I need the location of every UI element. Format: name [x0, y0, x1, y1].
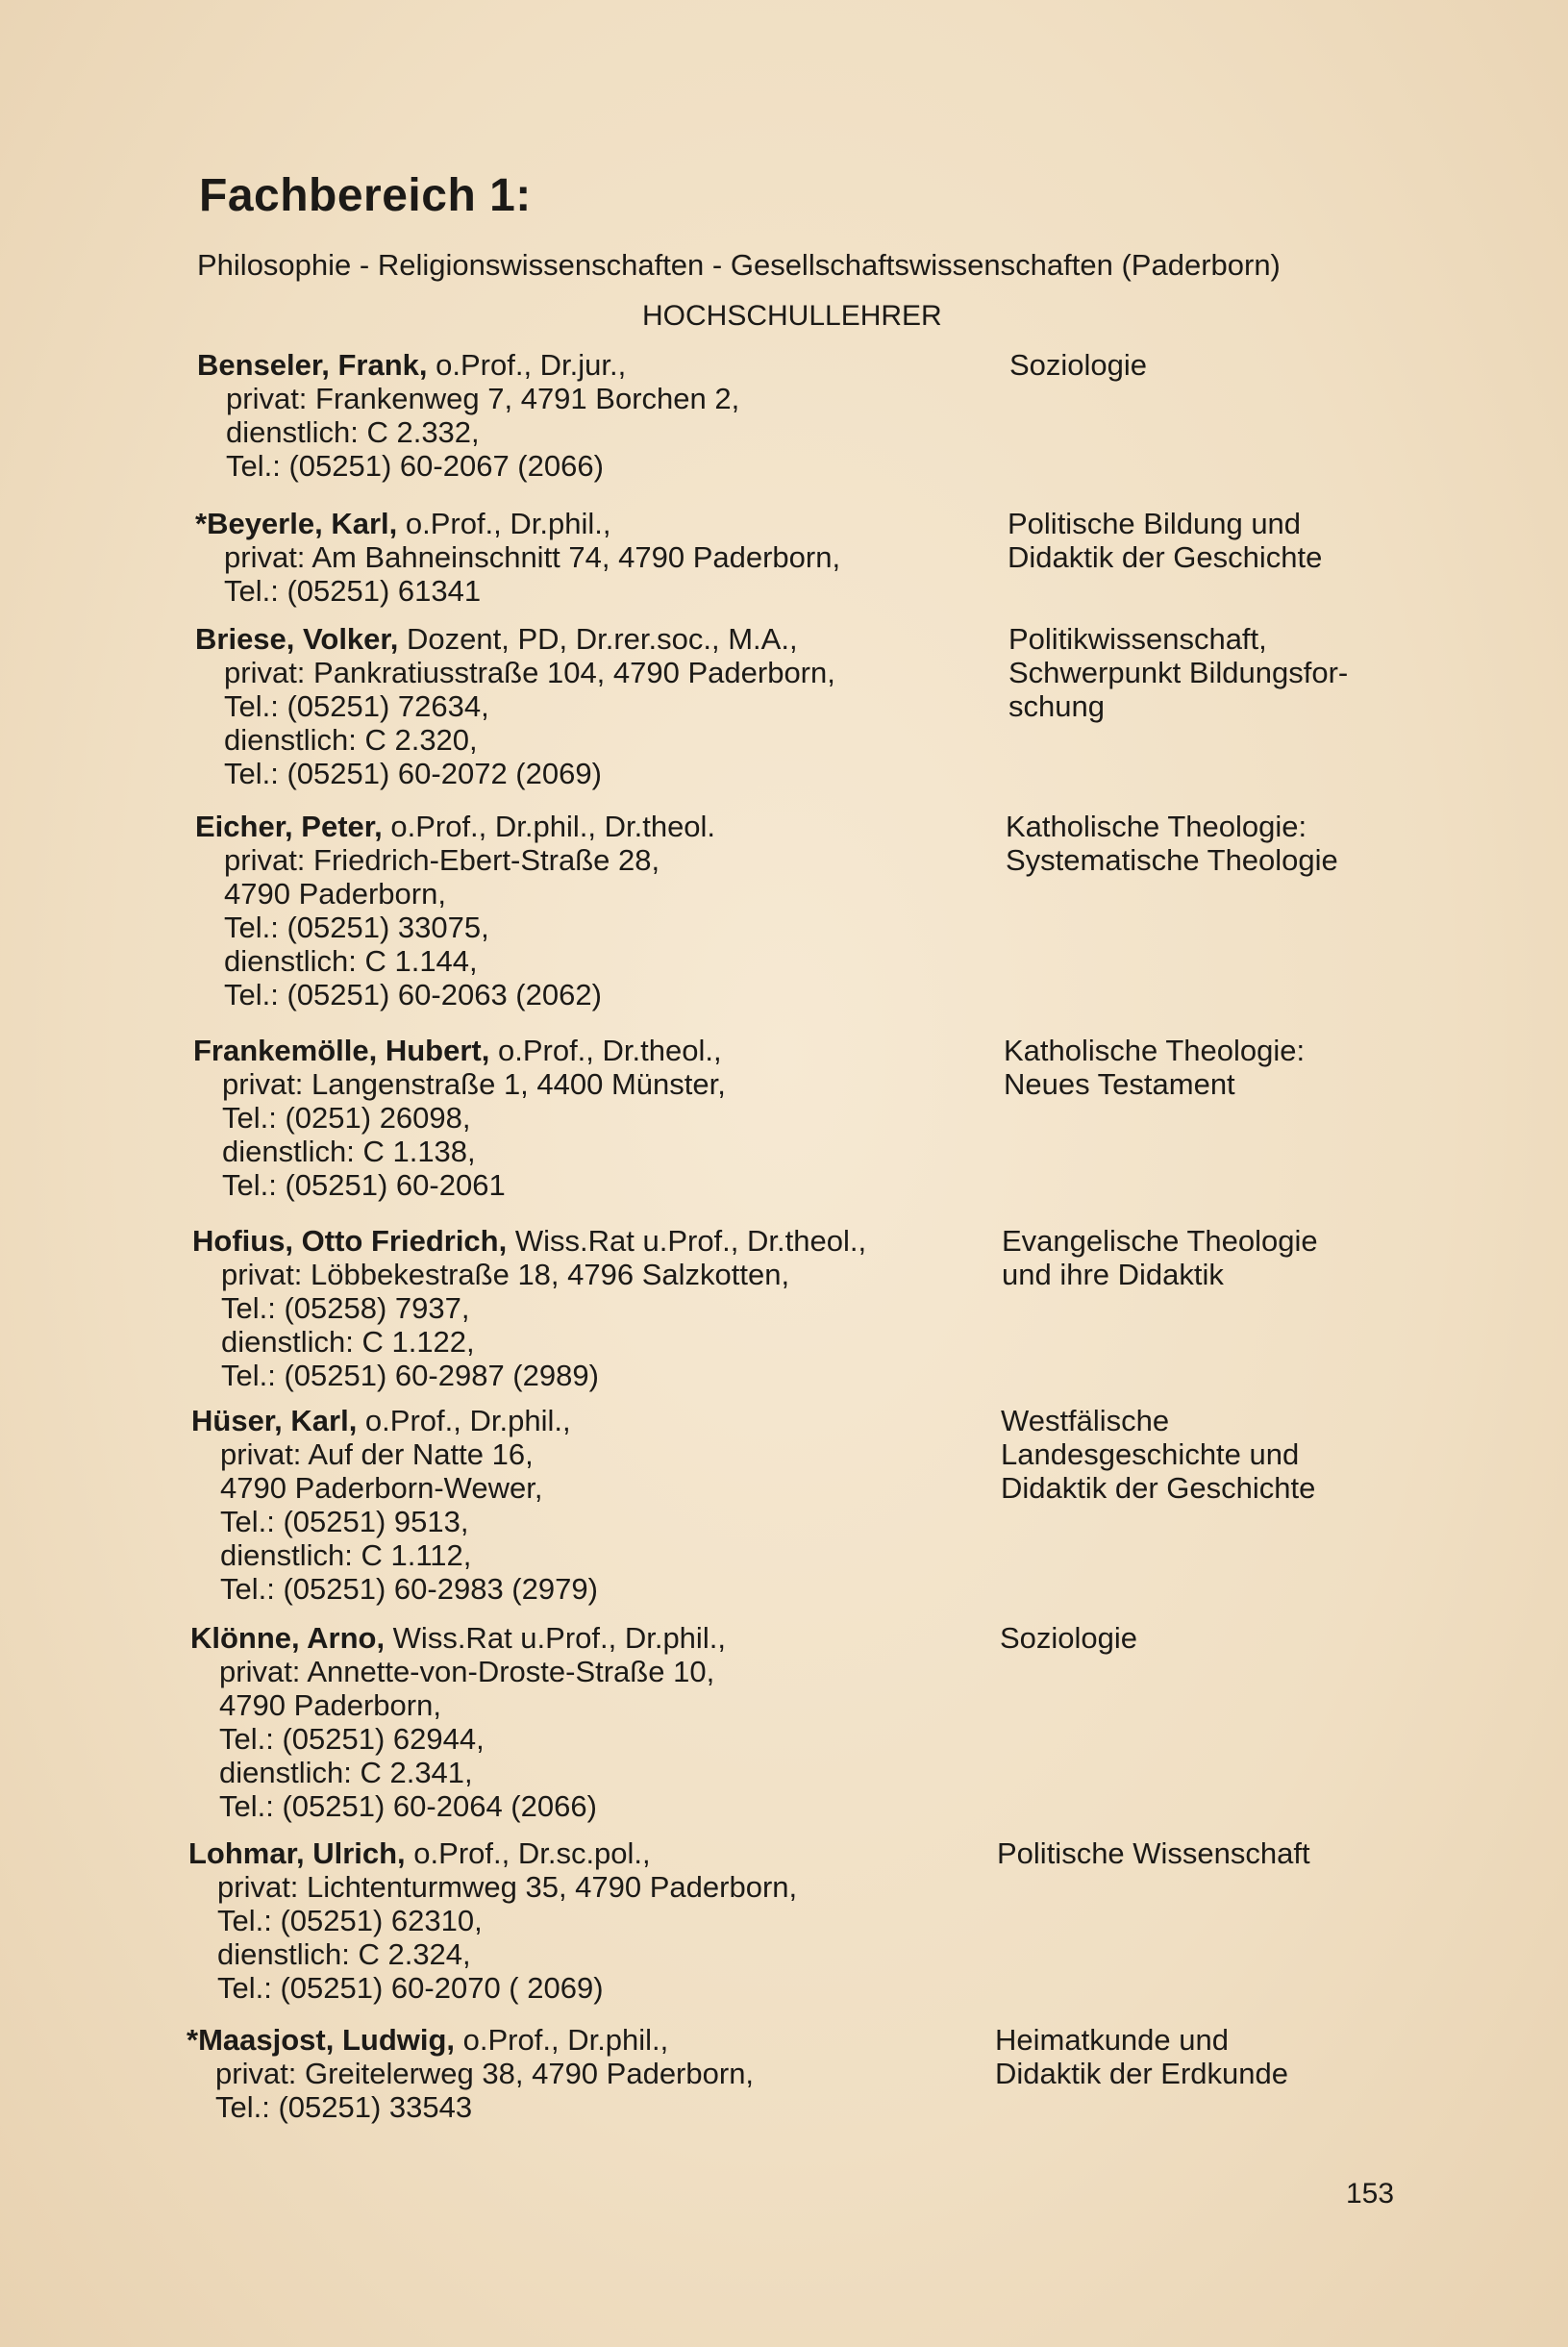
subject-line: Didaktik der Geschichte — [1001, 1471, 1316, 1505]
phone-line: Tel.: (05251) 60-2983 (2979) — [220, 1572, 598, 1606]
subject-area — [995, 2023, 1288, 2090]
subject-line: und ihre Didaktik — [1002, 1258, 1224, 1291]
office-line: dienstlich: C 2.324, — [217, 1937, 471, 1971]
staff-title: Wiss.Rat u.Prof., Dr.theol., — [507, 1224, 867, 1258]
address-line: privat: Löbbekestraße 18, 4796 Salzkotten, — [221, 1258, 790, 1291]
phone-line: Tel.: (05251) 60-2072 (2069) — [224, 757, 602, 790]
entry-details — [192, 1224, 866, 1392]
page-number: 153 — [1346, 2178, 1395, 2210]
phone-line: Tel.: (05251) 60-2067 (2066) — [226, 449, 604, 483]
entry-header-line — [197, 348, 739, 382]
entry-header-line — [188, 1836, 797, 1870]
phone-line: Tel.: (0251) 26098, — [222, 1101, 471, 1135]
entry-details — [193, 1034, 726, 1202]
phone-line: Tel.: (05251) 60-2987 (2989) — [221, 1359, 599, 1392]
entry-details — [191, 1404, 598, 1606]
address-line: 4790 Paderborn, — [224, 877, 446, 911]
staff-name: Lohmar, Ulrich, — [188, 1836, 406, 1870]
subject-line: Evangelische Theologie — [1002, 1224, 1318, 1258]
phone-line: Tel.: (05251) 60-2063 (2062) — [224, 978, 602, 1011]
subject-area — [1001, 1404, 1315, 1505]
entry-details — [195, 622, 835, 790]
staff-title: Wiss.Rat u.Prof., Dr.phil., — [385, 1621, 726, 1655]
subject-area — [1008, 507, 1322, 574]
entry-header-line — [192, 1224, 866, 1258]
office-line: dienstlich: C 1.122, — [221, 1325, 475, 1359]
subject-area — [1000, 1621, 1137, 1655]
phone-line: Tel.: (05251) 60-2064 (2066) — [219, 1789, 597, 1823]
phone-line: Tel.: (05251) 33543 — [215, 2090, 473, 2124]
entry-details — [195, 810, 715, 1011]
entry-header-line — [190, 1621, 726, 1655]
subject-line: Politikwissenschaft, — [1008, 622, 1267, 656]
office-line: dienstlich: C 2.320, — [224, 723, 478, 757]
subject-line: Didaktik der Geschichte — [1008, 540, 1323, 574]
phone-line: Tel.: (05251) 72634, — [224, 689, 489, 723]
address-line: privat: Friedrich-Ebert-Straße 28, — [224, 843, 660, 877]
phone-line: Tel.: (05251) 60-2070 ( 2069) — [217, 1971, 604, 2005]
staff-title: o.Prof., Dr.phil., — [397, 507, 611, 540]
subject-line: Katholische Theologie: — [1004, 1034, 1306, 1067]
staff-name: Hofius, Otto Friedrich, — [192, 1224, 508, 1258]
entry-header-line — [191, 1404, 598, 1437]
subject-line: Heimatkunde und — [995, 2023, 1229, 2057]
entry-header-line — [195, 810, 715, 843]
subject-area — [1006, 810, 1338, 877]
office-line: dienstlich: C 2.341, — [219, 1756, 473, 1789]
phone-line: Tel.: (05251) 62944, — [219, 1722, 485, 1756]
subject-line: Katholische Theologie: — [1006, 810, 1307, 843]
address-line: privat: Frankenweg 7, 4791 Borchen 2, — [226, 382, 740, 415]
staff-name: Benseler, Frank, — [197, 348, 428, 382]
staff-title: o.Prof., Dr.jur., — [427, 348, 627, 382]
address-line: 4790 Paderborn, — [219, 1688, 441, 1722]
entry-header-line — [187, 2023, 754, 2057]
staff-title: o.Prof., Dr.phil., — [455, 2023, 669, 2057]
address-line: privat: Pankratiusstraße 104, 4790 Paderborn, — [224, 656, 835, 689]
phone-line: Tel.: (05258) 7937, — [221, 1291, 470, 1325]
subject-area — [1008, 622, 1348, 723]
phone-line: Tel.: (05251) 62310, — [217, 1904, 483, 1937]
staff-title: o.Prof., Dr.phil., Dr.theol. — [382, 810, 716, 843]
address-line: privat: Annette-von-Droste-Straße 10, — [219, 1655, 715, 1688]
staff-title: o.Prof., Dr.sc.pol., — [405, 1836, 651, 1870]
staff-title: o.Prof., Dr.theol., — [489, 1034, 722, 1067]
page-title: Fachbereich 1: — [199, 170, 532, 221]
subject-line: Politische Bildung und — [1008, 507, 1302, 540]
address-line: privat: Auf der Natte 16, — [220, 1437, 534, 1471]
staff-name: Briese, Volker, — [195, 622, 399, 656]
phone-line: Tel.: (05251) 60-2061 — [222, 1168, 506, 1202]
staff-name: Frankemölle, Hubert, — [193, 1034, 490, 1067]
address-line: privat: Greitelerweg 38, 4790 Paderborn, — [215, 2057, 755, 2090]
entry-details — [195, 507, 840, 608]
entry-header-line — [195, 622, 835, 656]
staff-name: Eicher, Peter, — [195, 810, 383, 843]
staff-name: Hüser, Karl, — [191, 1404, 358, 1437]
entry-details — [190, 1621, 726, 1823]
staff-name: *Beyerle, Karl, — [195, 507, 398, 540]
subject-area — [1002, 1224, 1318, 1291]
subject-area — [997, 1836, 1310, 1870]
subject-area — [1004, 1034, 1305, 1101]
entry-header-line — [193, 1034, 726, 1067]
subject-line: Westfälische — [1001, 1404, 1170, 1437]
staff-title: o.Prof., Dr.phil., — [357, 1404, 571, 1437]
office-line: dienstlich: C 1.112, — [220, 1538, 472, 1572]
address-line: 4790 Paderborn-Wewer, — [220, 1471, 543, 1505]
address-line: privat: Lichtenturmweg 35, 4790 Paderborn, — [217, 1870, 798, 1904]
subject-area — [1009, 348, 1147, 382]
office-line: dienstlich: C 2.332, — [226, 415, 480, 449]
address-line: privat: Am Bahneinschnitt 74, 4790 Paderborn, — [224, 540, 841, 574]
subject-line: schung — [1008, 689, 1105, 723]
staff-title: Dozent, PD, Dr.rer.soc., M.A., — [398, 622, 798, 656]
subject-line: Didaktik der Erdkunde — [995, 2057, 1288, 2090]
office-line: dienstlich: C 1.138, — [222, 1135, 476, 1168]
subject-line: Systematische Theologie — [1006, 843, 1338, 877]
section-heading: HOCHSCHULLEHRER — [642, 300, 942, 332]
office-line: dienstlich: C 1.144, — [224, 944, 478, 978]
phone-line: Tel.: (05251) 61341 — [224, 574, 482, 608]
subject-line: Soziologie — [1009, 348, 1148, 382]
address-line: privat: Langenstraße 1, 4400 Münster, — [222, 1067, 726, 1101]
subject-line: Politische Wissenschaft — [997, 1836, 1310, 1870]
subject-line: Schwerpunkt Bildungsfor- — [1008, 656, 1349, 689]
entry-details — [187, 2023, 754, 2124]
entry-details — [188, 1836, 797, 2005]
entry-details — [197, 348, 739, 483]
page-subtitle: Philosophie - Religionswissenschaften - Gesellschaftswissenschaften (Paderborn) — [197, 248, 1281, 282]
subject-line: Landesgeschichte und — [1001, 1437, 1300, 1471]
entry-header-line — [195, 507, 840, 540]
staff-name: Klönne, Arno, — [190, 1621, 386, 1655]
subject-line: Soziologie — [1000, 1621, 1138, 1655]
phone-line: Tel.: (05251) 9513, — [220, 1505, 469, 1538]
staff-name: *Maasjost, Ludwig, — [187, 2023, 456, 2057]
phone-line: Tel.: (05251) 33075, — [224, 911, 489, 944]
subject-line: Neues Testament — [1004, 1067, 1235, 1101]
